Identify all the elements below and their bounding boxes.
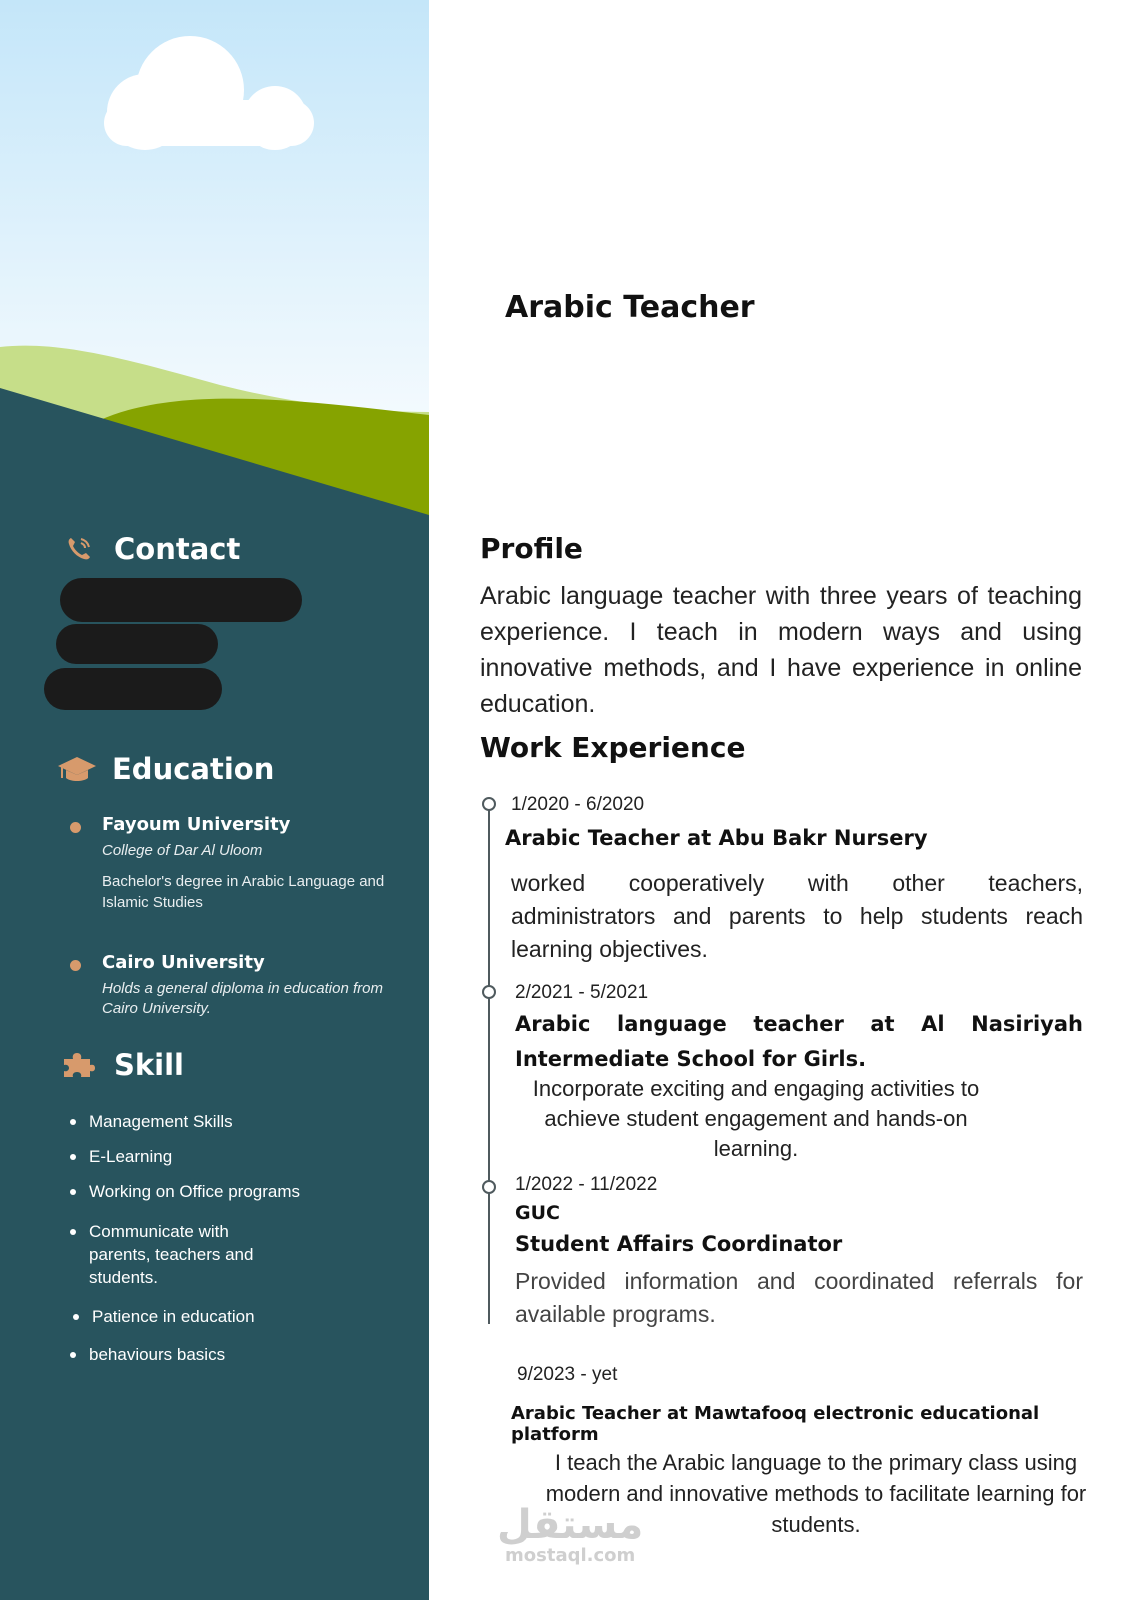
job-role: Student Affairs Coordinator bbox=[515, 1232, 843, 1256]
watermark-url: mostaql.com bbox=[505, 1545, 636, 1566]
profile-heading: Profile bbox=[480, 532, 583, 565]
job-role: Arabic language teacher at Al Nasiriyah Intermediate School for Girls. bbox=[515, 1012, 1083, 1071]
job-description: Provided information and coordinated referrals for available programs. bbox=[515, 1268, 1083, 1327]
skill-heading bbox=[58, 1048, 184, 1082]
contact-heading-label: Contact bbox=[114, 532, 241, 566]
timeline-dot bbox=[482, 797, 496, 811]
bullet-dot bbox=[70, 822, 81, 833]
job-description: I teach the Arabic language to the primary class using modern and innovative methods to facilitate learning for students. bbox=[545, 1450, 1087, 1537]
skill-item: behaviours basics bbox=[70, 1343, 390, 1366]
job-dates: 2/2021 - 5/2021 bbox=[515, 982, 649, 1003]
phone-icon bbox=[58, 532, 100, 566]
education-item bbox=[102, 952, 392, 1019]
job-dates: 9/2023 - yet bbox=[517, 1364, 618, 1385]
diploma-text: Holds a general diploma in education from Cairo University. bbox=[102, 980, 383, 1017]
education-heading bbox=[56, 752, 274, 786]
education-item bbox=[102, 814, 392, 913]
redacted-address bbox=[44, 668, 222, 710]
skill-item: Management Skills bbox=[70, 1110, 390, 1133]
job-dates: 1/2020 - 6/2020 bbox=[511, 794, 645, 815]
job-dates: 1/2022 - 11/2022 bbox=[515, 1174, 658, 1195]
sidebar bbox=[0, 0, 429, 1600]
timeline-dot bbox=[482, 985, 496, 999]
watermark bbox=[497, 1502, 644, 1566]
university-name: Fayoum University bbox=[102, 814, 291, 835]
degree-text: Bachelor's degree in Arabic Language and Islamic Studies bbox=[102, 873, 385, 911]
timeline-dot bbox=[482, 1180, 496, 1194]
skill-item: E-Learning bbox=[70, 1145, 390, 1168]
skill-item: Patience in education bbox=[73, 1305, 390, 1328]
watermark-arabic: مستقل bbox=[497, 1502, 644, 1548]
work-experience-heading: Work Experience bbox=[480, 731, 746, 764]
university-name: Cairo University bbox=[102, 952, 265, 973]
job-role: Arabic Teacher at Mawtafooq electronic educational platform bbox=[511, 1403, 1040, 1445]
job-description: Incorporate exciting and engaging activities to achieve student engagement and hands-on learning. bbox=[532, 1076, 980, 1161]
job-org: GUC bbox=[515, 1202, 560, 1224]
education-heading-label: Education bbox=[112, 752, 275, 786]
profile-text: Arabic language teacher with three years of teaching experience. I teach in modern ways and using innovative methods, and I have experience in online education. bbox=[480, 582, 1082, 718]
redacted-email bbox=[56, 624, 218, 664]
graduation-cap-icon bbox=[56, 752, 98, 786]
skill-item: Working on Office programs bbox=[70, 1180, 390, 1203]
contact-heading bbox=[58, 532, 240, 566]
skill-item: Communicate with parents, teachers and students. bbox=[70, 1220, 289, 1289]
skill-heading-label: Skill bbox=[114, 1048, 184, 1082]
job-description: worked cooperatively with other teachers, administrators and parents to help students reach learning objectives. bbox=[511, 870, 1083, 962]
job-title: Arabic Teacher bbox=[505, 290, 755, 325]
job-role: Arabic Teacher at Abu Bakr Nursery bbox=[505, 826, 928, 850]
skills-list bbox=[70, 1110, 390, 1366]
puzzle-icon bbox=[58, 1048, 100, 1082]
bullet-dot bbox=[70, 960, 81, 971]
college-name: College of Dar Al Uloom bbox=[102, 842, 263, 859]
redacted-phone bbox=[60, 578, 302, 622]
timeline-line bbox=[488, 806, 490, 1324]
